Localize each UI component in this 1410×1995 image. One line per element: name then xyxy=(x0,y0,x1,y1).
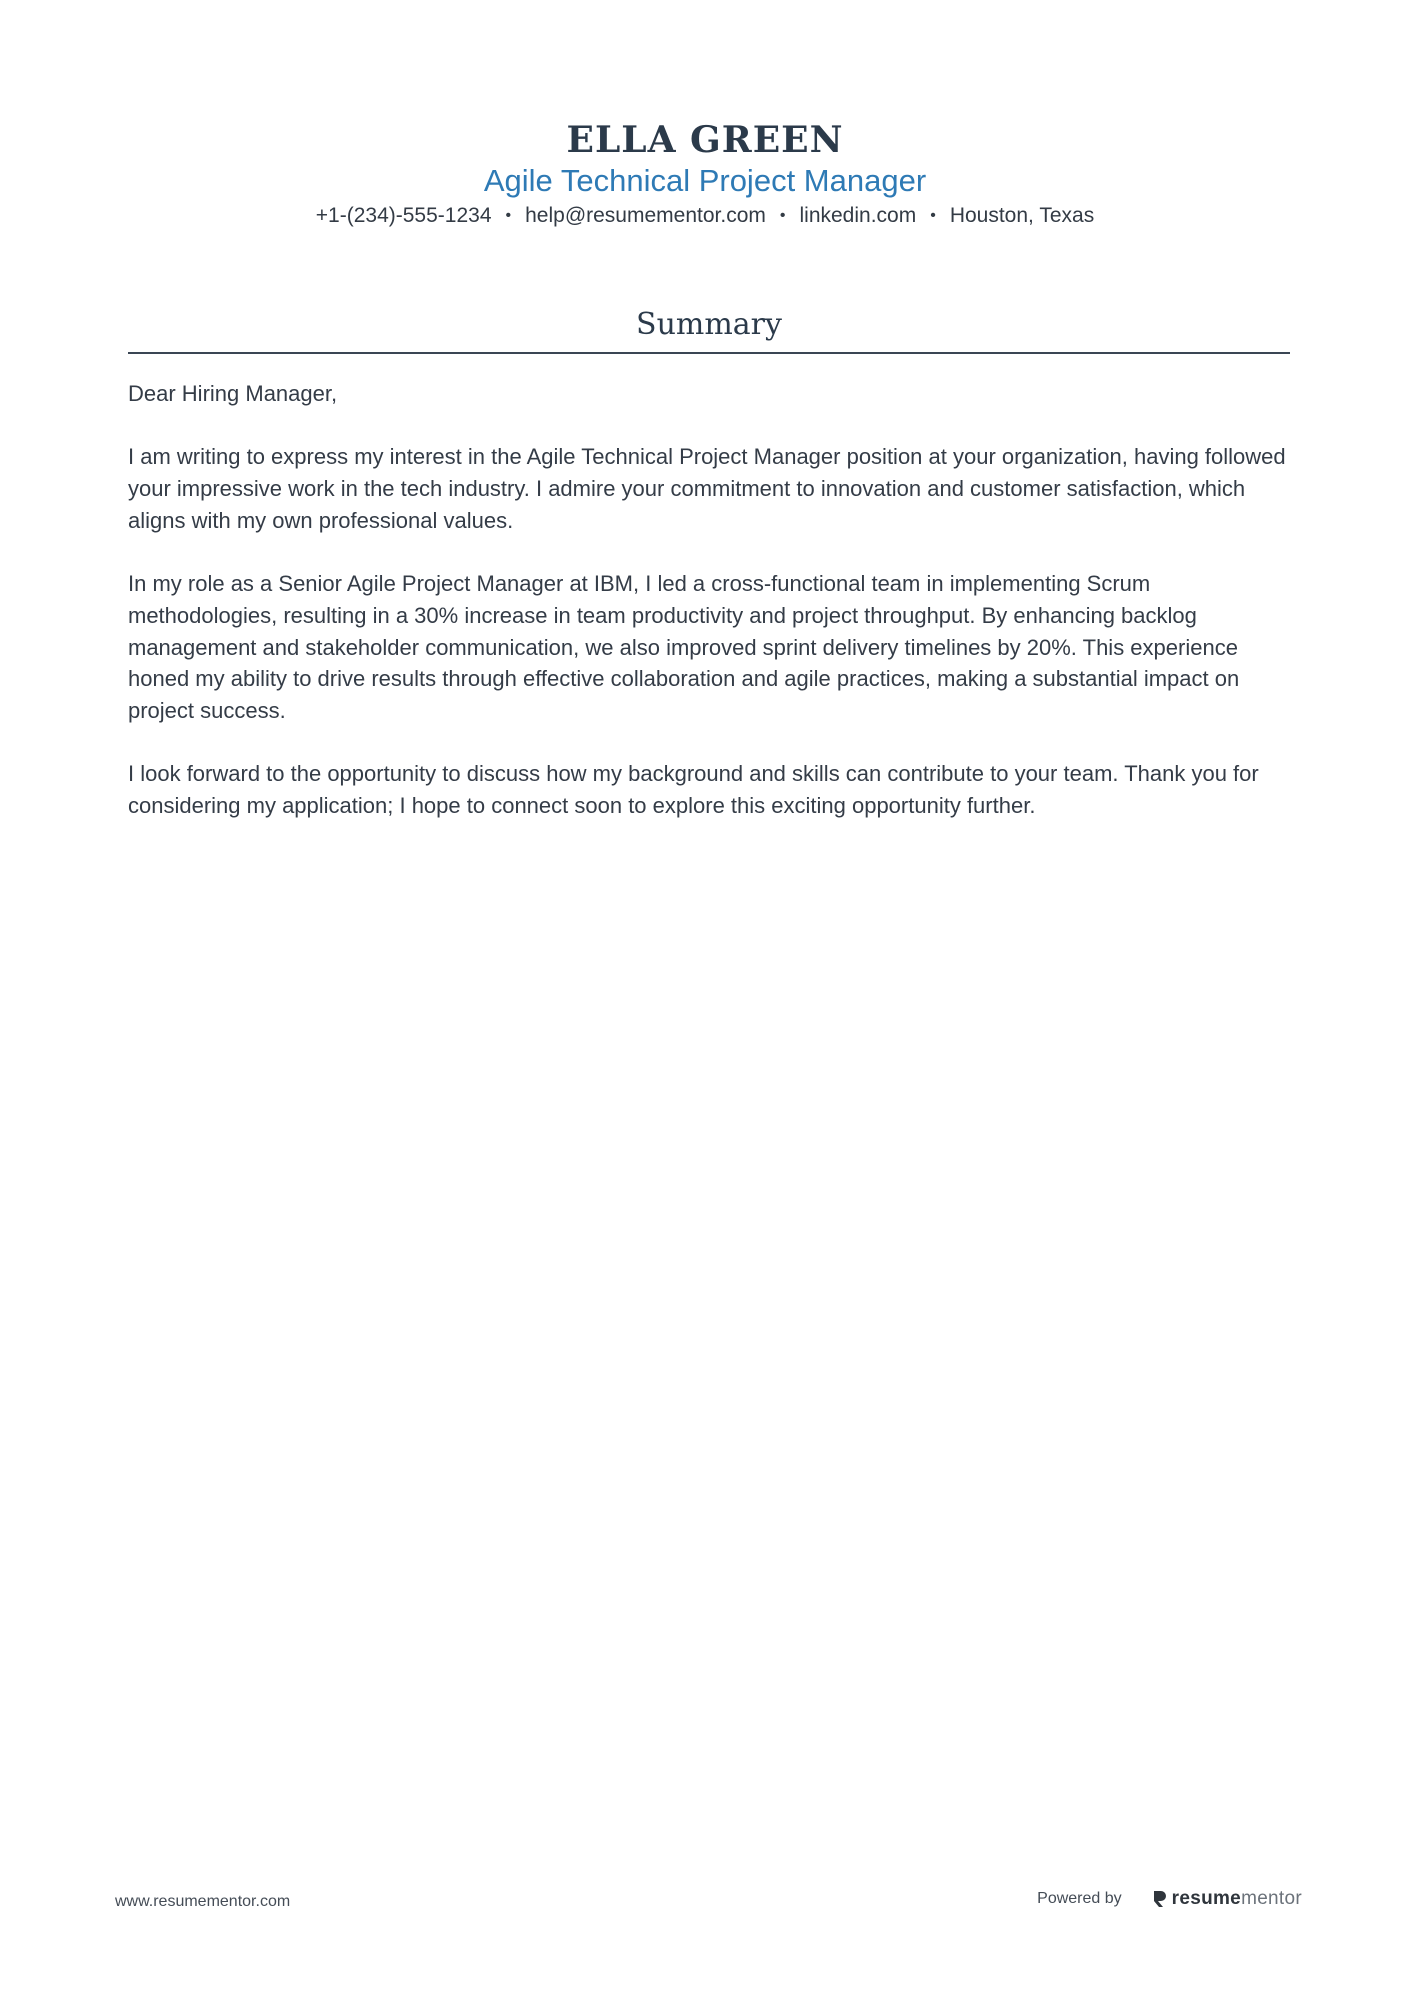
section-divider xyxy=(128,352,1290,354)
resumementor-logo-icon xyxy=(1152,1889,1168,1909)
salutation: Dear Hiring Manager, xyxy=(128,381,338,406)
contact-phone: +1-(234)-555-1234 xyxy=(315,204,492,227)
letter-body xyxy=(128,378,1290,853)
applicant-name: ELLA GREEN xyxy=(566,119,844,161)
bullet-separator: • xyxy=(779,207,786,224)
contact-linkedin[interactable]: linkedin.com xyxy=(799,204,917,227)
contact-location: Houston, Texas xyxy=(949,204,1095,227)
footer-branding xyxy=(1037,1888,1302,1910)
job-title: Agile Technical Project Manager xyxy=(483,163,927,198)
footer-website[interactable]: www.resumementor.com xyxy=(115,1893,291,1910)
powered-by-label: Powered by xyxy=(1037,1890,1122,1907)
section-title: Summary xyxy=(636,307,782,342)
header xyxy=(0,118,1410,230)
bullet-separator: • xyxy=(930,207,936,224)
brand-name-part2: mentor xyxy=(1241,1888,1302,1909)
letter-paragraph-3: I look forward to the opportunity to discuss how my background and skills can contribute to your team. Thank you for considering my application; I hope to connect soon to explore this exciting opportunity further. xyxy=(128,761,1259,819)
bullet-separator: • xyxy=(505,207,512,224)
brand-logo[interactable] xyxy=(1152,1888,1302,1910)
letter-paragraph-1: I am writing to express my interest in the Agile Technical Project Manager position at your organization, having followed your impressive work in the tech industry. I admire your commitment to innovation and customer satisfaction, which aligns with my own professional values. xyxy=(128,444,1286,533)
contact-line xyxy=(0,202,1410,230)
brand-name-part1: resume xyxy=(1171,1888,1242,1909)
contact-email[interactable]: help@resumementor.com xyxy=(525,204,766,227)
letter-paragraph-2: In my role as a Senior Agile Project Manager at IBM, I led a cross-functional team in implementing Scrum methodologies, resulting in a 30% increase in team productivity and project throughput. By enhancing backlog management and stakeholder communication, we also improved sprint delivery timelines by 20%. This experience honed my ability to drive results through effective collaboration and agile practices, making a substantial impact on project success. xyxy=(128,571,1240,723)
